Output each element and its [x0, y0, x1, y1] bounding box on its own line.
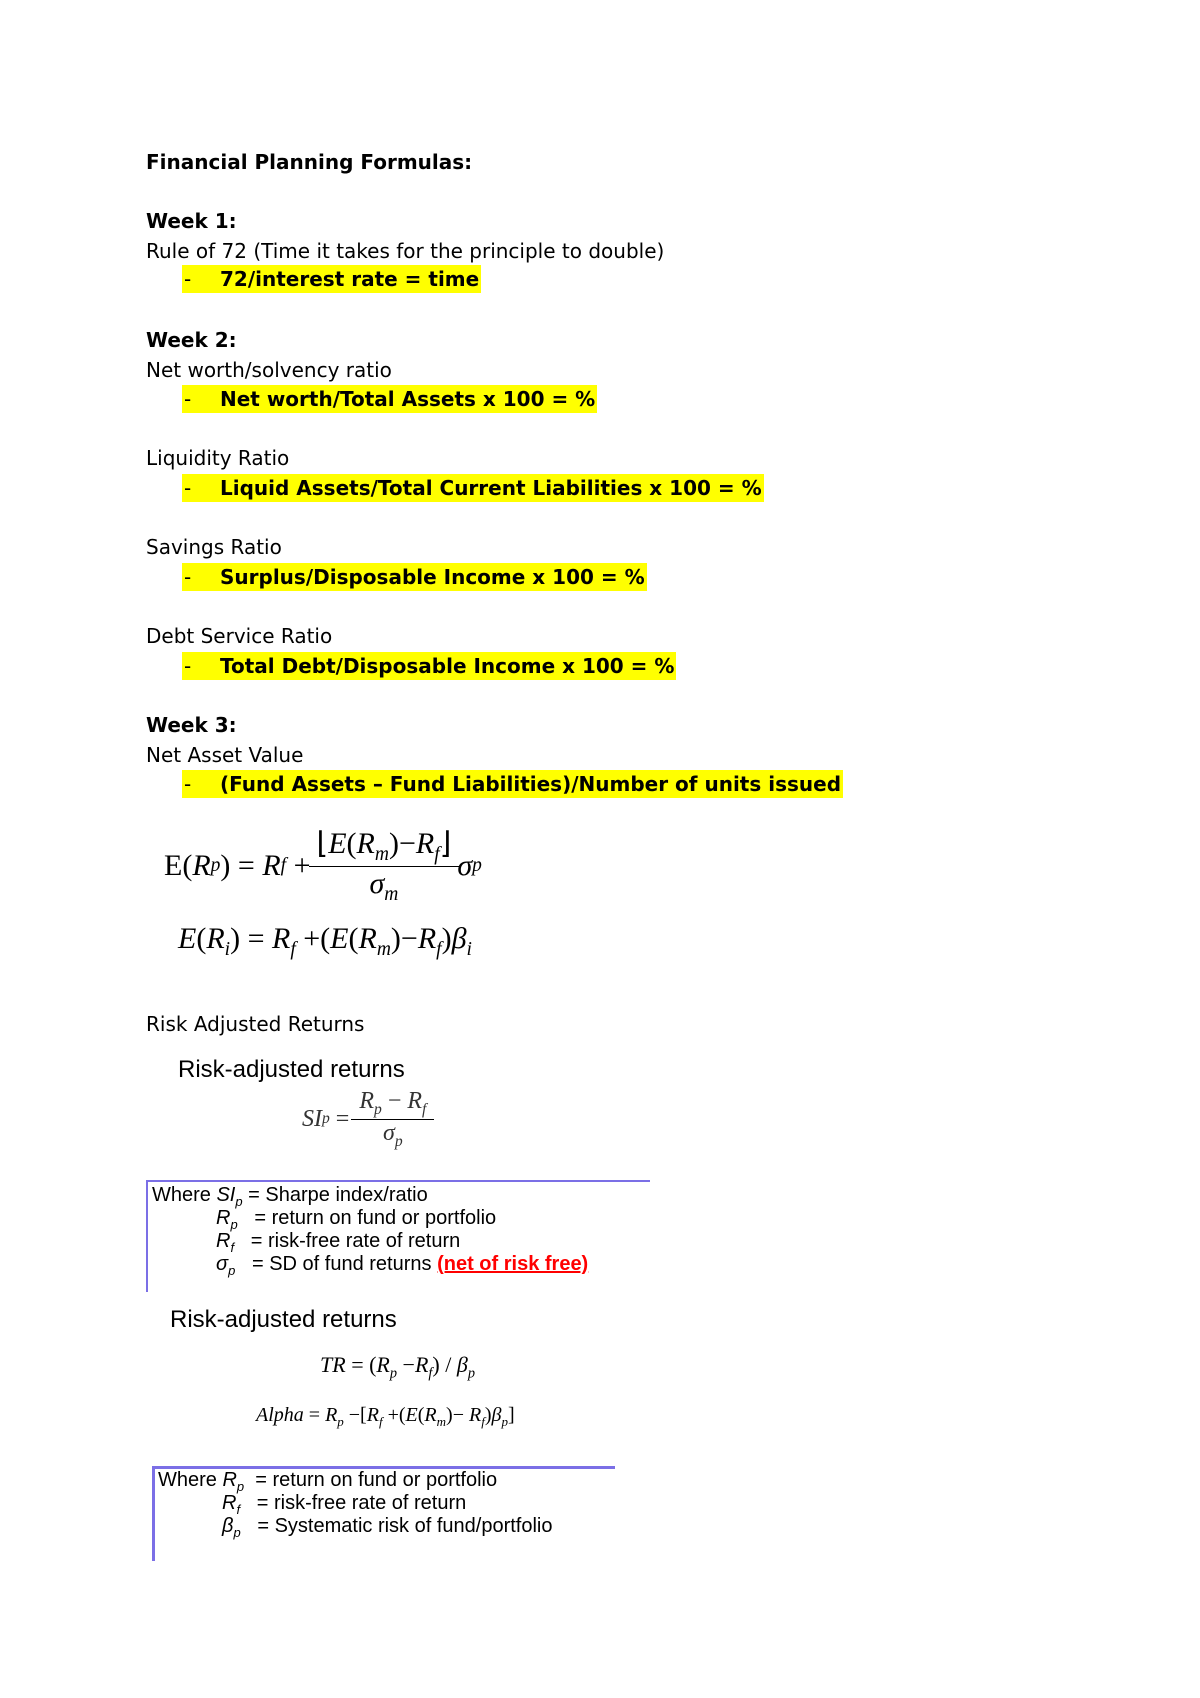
- where-row: $\beta_p$ = Systematic risk of fund/portfolio: [222, 1515, 553, 1540]
- treynor-block-title: Risk-adjusted returns: [170, 1306, 397, 1333]
- treynor-equation: TR = $(R_p -R_f) / \beta_p$: [320, 1352, 475, 1382]
- ratio-name: Debt Service Ratio: [146, 624, 333, 648]
- ratio-name: Net worth/solvency ratio: [146, 358, 392, 382]
- where-row: $\sigma_p$ = SD of fund returns (net of risk free): [216, 1253, 589, 1278]
- week2-heading: Week 2:: [146, 328, 237, 352]
- ratio-formula: - Liquid Assets/Total Current Liabilities x 100 = %: [184, 476, 762, 500]
- nav-title: Net Asset Value: [146, 743, 304, 767]
- where-row: $R_p$ = return on fund or portfolio: [216, 1207, 497, 1232]
- where-row: $R_f$ = risk-free rate of return: [222, 1492, 467, 1517]
- rule-of-72-formula: - 72/interest rate = time: [184, 267, 480, 291]
- sharpe-equation: SI p = $\frac{R_p - R_f}{\sigma_p}$: [302, 1088, 430, 1151]
- alpha-equation: Alpha = $R_p -[R_f +(E(R_m)- R_f)\beta_p]$: [256, 1404, 515, 1429]
- where-row: Where $SI_p$ = Sharpe index/ratio: [152, 1184, 428, 1209]
- risk-adjusted-heading: Risk Adjusted Returns: [146, 1012, 365, 1036]
- ratio-formula: - Surplus/Disposable Income x 100 = %: [184, 565, 645, 589]
- rule-of-72-title: Rule of 72 (Time it takes for the principle to double): [146, 239, 665, 263]
- page-title: Financial Planning Formulas:: [146, 150, 473, 174]
- ratio-formula: - Net worth/Total Assets x 100 = %: [184, 387, 596, 411]
- sharpe-block-title: Risk-adjusted returns: [178, 1056, 405, 1083]
- cml-equation: E( R p ) = R f + $\frac{⌊E(R_m)-R_f⌋}{\sigma_m}$ σ p: [164, 827, 482, 905]
- where-row: $R_f$ = risk-free rate of return: [216, 1230, 461, 1255]
- capm-equation: $E(R_i) = R_f +(E(R_m)-R_f)\beta_i$: [178, 922, 472, 960]
- week3-heading: Week 3:: [146, 713, 237, 737]
- ratio-name: Liquidity Ratio: [146, 446, 290, 470]
- ratio-formula: - Total Debt/Disposable Income x 100 = %: [184, 654, 675, 678]
- where-row: Where $R_p$ = return on fund or portfolio: [158, 1469, 498, 1494]
- net-of-risk-free-note: (net of risk free): [437, 1253, 589, 1275]
- ratio-name: Savings Ratio: [146, 535, 282, 559]
- nav-formula: - (Fund Assets – Fund Liabilities)/Number of units issued: [184, 772, 842, 796]
- week1-heading: Week 1:: [146, 209, 237, 233]
